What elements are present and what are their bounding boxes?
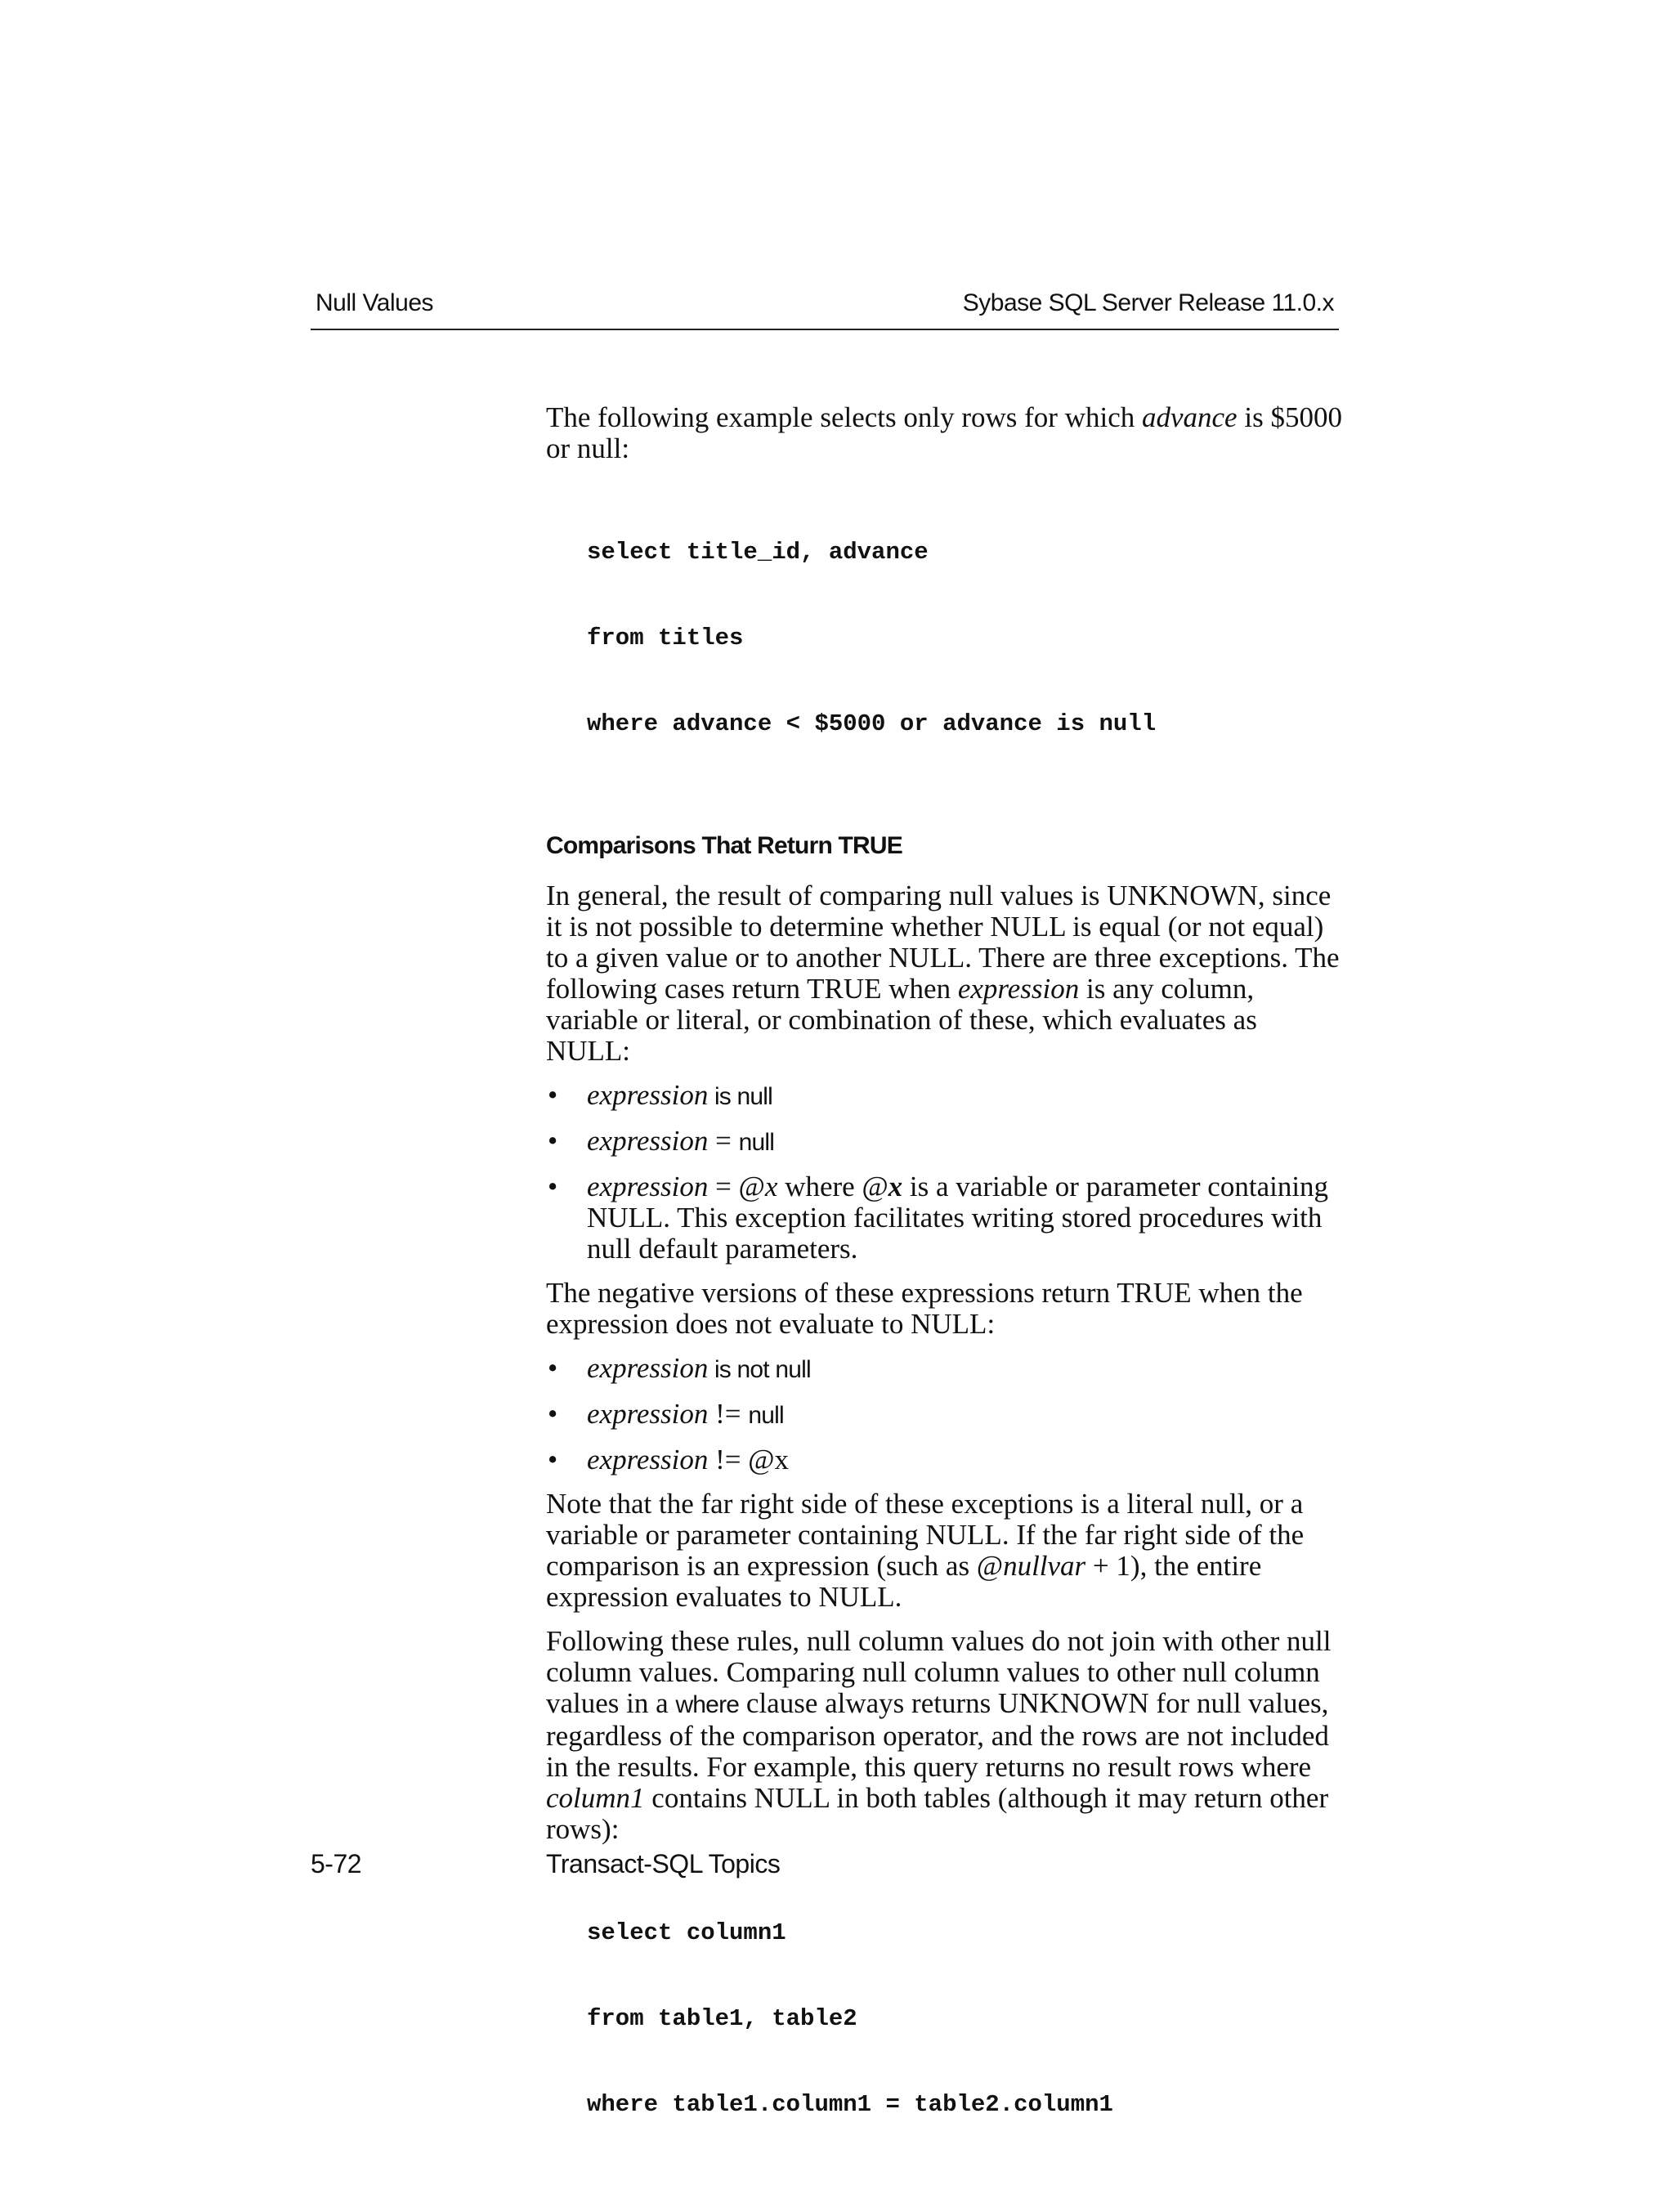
general-paragraph (546, 880, 1347, 1067)
intro-text: The following example selects only rows for which (546, 401, 1142, 433)
item-operator: != @x (708, 1444, 790, 1475)
item-keyword: null (748, 1402, 784, 1429)
intro-text-end: is $5000 or null: (546, 401, 1342, 464)
list-item (546, 1444, 1347, 1475)
general-text: In general, the result of comparing null values is UNKNOWN, since it is not possible to determine whether NULL is equal (or not equal) to a given value or to another NULL. There are three exceptions. The following cases return TRUE when (546, 880, 1340, 1005)
item-term: expression (587, 1125, 709, 1157)
intro-paragraph (546, 402, 1347, 464)
general-text-end: is any column, variable or literal, or combination of these, which evaluates as NULL: (546, 973, 1257, 1067)
item-text-end: is a variable or parameter containing NULL. This exception facilitates writing stored procedures with null default parameters. (587, 1171, 1329, 1265)
list-item (546, 1171, 1347, 1265)
header-product-release: Sybase SQL Server Release 11.0.x (962, 289, 1334, 316)
note-term: nullvar (1003, 1550, 1086, 1582)
item-keyword: is null (708, 1083, 773, 1110)
note-text: Note that the far right side of these exceptions is a literal null, or a variable or parameter containing NULL. If the far right side of the comparison is an expression (such as @ (546, 1488, 1305, 1582)
list-item (546, 1399, 1347, 1431)
item-term: expression (587, 1398, 709, 1430)
running-header (311, 286, 1339, 330)
item-text: where @ (777, 1171, 888, 1202)
note-text-end: + 1), the entire expression evaluates to NULL. (546, 1550, 1262, 1613)
code-block-join (587, 1861, 1347, 2176)
code-line: select title_id, advance (587, 539, 929, 566)
code-line: where advance < $5000 or advance is null (587, 710, 1157, 737)
general-term: expression (957, 973, 1080, 1005)
footer-chapter-title: Transact-SQL Topics (546, 1849, 781, 1878)
page-number: 5-72 (311, 1849, 362, 1878)
item-term: expression (587, 1444, 709, 1475)
item-operator: != (708, 1398, 749, 1430)
item-keyword: null (738, 1129, 775, 1156)
following-text: Following these rules, null column values do not join with other null column values. Comparing null column values to other null column values in a (546, 1625, 1332, 1719)
intro-term: advance (1141, 401, 1238, 433)
bullet-icon: • (548, 1352, 558, 1384)
negative-cases-list (546, 1353, 1347, 1475)
item-term: expression (587, 1352, 709, 1384)
list-item (546, 1080, 1347, 1113)
following-term: column1 (546, 1782, 645, 1814)
list-item (546, 1353, 1347, 1386)
item-keyword: is not null (708, 1356, 811, 1383)
item-term: expression (587, 1079, 709, 1111)
bullet-icon: • (548, 1125, 558, 1157)
section-heading: Comparisons That Return TRUE (546, 832, 902, 859)
following-paragraph (546, 1626, 1347, 1845)
item-operator: = (708, 1125, 739, 1157)
following-text-mid: clause always returns UNKNOWN for null values, regardless of the comparison operator, and the rows are not included in the results. For example, this query returns no result rows where (546, 1687, 1329, 1783)
code-line: where table1.column1 = table2.column1 (587, 2091, 1113, 2118)
following-text-end: contains NULL in both tables (although it may return other rows): (546, 1782, 1329, 1845)
note-paragraph (546, 1489, 1347, 1613)
code-line: from table1, table2 (587, 2005, 857, 2032)
bullet-icon: • (548, 1398, 558, 1430)
code-line: select column1 (587, 1919, 786, 1946)
negative-intro-paragraph: The negative versions of these expressions return TRUE when the expression does not evaluate to NULL: (546, 1277, 1303, 1340)
code-line: from titles (587, 625, 744, 652)
true-cases-list (546, 1080, 1347, 1265)
item-variable: x (764, 1171, 778, 1202)
header-section-title: Null Values (316, 289, 434, 316)
bullet-icon: • (548, 1444, 558, 1475)
page-body (546, 402, 1347, 2212)
following-keyword: where (675, 1691, 740, 1718)
item-operator: = @ (708, 1171, 765, 1202)
list-item (546, 1126, 1347, 1158)
bullet-icon: • (548, 1171, 558, 1202)
bullet-icon: • (548, 1079, 558, 1111)
item-term: expression (587, 1171, 709, 1202)
item-variable-bold: x (888, 1171, 903, 1202)
code-block-select-advance (587, 481, 1347, 795)
